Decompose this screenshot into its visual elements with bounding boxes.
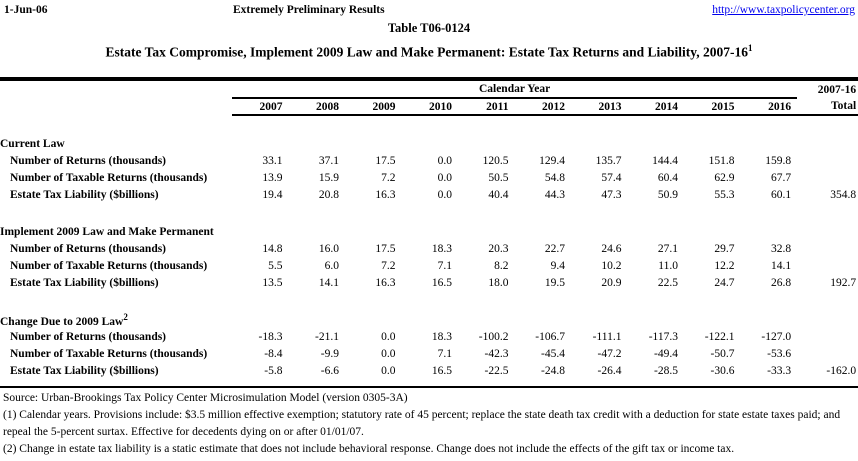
value-cell: 0.0 <box>437 154 452 167</box>
value-cell: 14.8 <box>262 242 283 255</box>
value-cell: 24.6 <box>601 242 622 255</box>
year-header: 2013 <box>571 98 628 115</box>
value-cell: 16.5 <box>431 276 452 289</box>
value-cell: -42.3 <box>484 347 509 360</box>
year-header: 2007 <box>232 98 289 115</box>
year-header: 2008 <box>289 98 346 115</box>
value-cell: 144.4 <box>652 154 678 167</box>
value-cell: 7.2 <box>381 259 396 272</box>
total-cell <box>797 240 858 257</box>
value-cell: 19.4 <box>262 188 283 201</box>
value-cell: 62.9 <box>714 171 735 184</box>
row-label: Estate Tax Liability ($billions) <box>10 188 159 201</box>
year-header: 2016 <box>741 98 798 115</box>
value-cell: -50.7 <box>710 347 735 360</box>
calendar-year-header: Calendar Year <box>232 81 797 98</box>
value-cell: -106.7 <box>535 330 565 343</box>
spacer-row <box>0 115 858 135</box>
value-cell: 27.1 <box>657 242 678 255</box>
value-cell: 44.3 <box>544 188 565 201</box>
years-header-row <box>0 98 858 115</box>
footnote-ref: 2 <box>123 311 128 322</box>
row-label: Estate Tax Liability ($billions) <box>10 364 159 377</box>
value-cell: 16.5 <box>431 364 452 377</box>
table-row <box>0 169 858 186</box>
total-cell <box>797 257 858 274</box>
section-title: Current Law <box>0 137 65 150</box>
value-cell: 33.1 <box>262 154 283 167</box>
value-cell: 22.5 <box>657 276 678 289</box>
table-row <box>0 257 858 274</box>
value-cell: 57.4 <box>601 171 622 184</box>
total-header-label: Total <box>797 98 858 115</box>
calendar-year-header-row <box>0 81 858 98</box>
preliminary-status: Extremely Preliminary Results <box>233 4 385 16</box>
value-cell: 60.1 <box>771 188 792 201</box>
value-cell: 12.2 <box>714 259 735 272</box>
row-label: Number of Returns (thousands) <box>10 154 167 167</box>
value-cell: -24.8 <box>541 364 565 377</box>
value-cell: -22.5 <box>484 364 509 377</box>
section-title: Change Due to 2009 Law$^2$ <box>0 311 128 328</box>
value-cell: 0.0 <box>381 364 396 377</box>
value-cell: 50.9 <box>657 188 678 201</box>
value-cell: 6.0 <box>324 259 339 272</box>
value-cell: -33.3 <box>767 364 792 377</box>
value-cell: 8.2 <box>494 259 509 272</box>
row-label: Number of Returns (thousands) <box>10 242 167 255</box>
year-header: 2009 <box>345 98 402 115</box>
value-cell: 17.5 <box>375 242 396 255</box>
value-cell: -47.2 <box>597 347 622 360</box>
value-cell: -127.0 <box>761 330 792 343</box>
table-row <box>0 345 858 362</box>
value-cell: 135.7 <box>595 154 622 167</box>
value-cell: 20.9 <box>601 276 622 289</box>
value-cell: 0.0 <box>437 171 452 184</box>
value-cell: 0.0 <box>381 347 396 360</box>
value-cell: 14.1 <box>318 276 339 289</box>
document-header <box>0 0 858 77</box>
value-cell: 29.7 <box>714 242 735 255</box>
report-date: 1-Jun-06 <box>4 4 48 16</box>
value-cell: -26.4 <box>597 364 622 377</box>
value-cell: 47.3 <box>601 188 622 201</box>
value-cell: 26.8 <box>771 276 792 289</box>
source-line: Source: Urban-Brookings Tax Policy Center Microsimulation Model (version 0305-3A) <box>3 392 408 404</box>
year-header: 2015 <box>684 98 741 115</box>
section-title: Implement 2009 Law and Make Permanent <box>0 225 214 238</box>
table-row <box>0 186 858 203</box>
value-cell: 54.8 <box>544 171 565 184</box>
table-row <box>0 274 858 291</box>
value-cell: -49.4 <box>654 347 678 360</box>
value-cell: 24.7 <box>714 276 735 289</box>
total-cell: -162.0 <box>826 364 857 377</box>
title-footnote-ref: 1 <box>748 43 753 53</box>
value-cell: -6.6 <box>320 364 339 377</box>
year-header: 2011 <box>458 98 515 115</box>
table-row <box>0 328 858 345</box>
value-cell: 20.3 <box>488 242 509 255</box>
spacer-row <box>0 203 858 223</box>
value-cell: 7.2 <box>381 171 396 184</box>
taxpolicycenter-link[interactable]: http://www.taxpolicycenter.org <box>712 4 855 16</box>
value-cell: 7.1 <box>437 347 452 360</box>
value-cell: 13.9 <box>262 171 283 184</box>
document-title-text: Estate Tax Compromise, Implement 2009 Law and Make Permanent: Estate Tax Returns and Liability, 2007-16 <box>105 44 749 60</box>
value-cell: -100.2 <box>478 330 509 343</box>
spacer-row <box>0 291 858 311</box>
value-cell: -9.9 <box>320 347 339 360</box>
value-cell: 16.0 <box>318 242 339 255</box>
section-header-row <box>0 223 858 240</box>
document-title <box>0 43 858 61</box>
value-cell: 37.1 <box>318 154 339 167</box>
label-column-spacer <box>0 81 232 98</box>
value-cell: -53.6 <box>767 347 792 360</box>
value-cell: 0.0 <box>437 188 452 201</box>
row-label: Estate Tax Liability ($billions) <box>10 276 159 289</box>
value-cell: 151.8 <box>708 154 735 167</box>
value-cell: 13.5 <box>262 276 283 289</box>
row-label: Number of Taxable Returns (thousands) <box>10 259 208 272</box>
section-header-row <box>0 311 858 328</box>
value-cell: 120.5 <box>482 154 509 167</box>
total-cell: 192.7 <box>830 276 857 289</box>
value-cell: 67.7 <box>771 171 792 184</box>
value-cell: 159.8 <box>765 154 792 167</box>
value-cell: -117.3 <box>648 330 678 343</box>
value-cell: 17.5 <box>375 154 396 167</box>
value-cell: -122.1 <box>704 330 735 343</box>
total-cell <box>797 345 858 362</box>
value-cell: 50.5 <box>488 171 509 184</box>
row-label: Number of Returns (thousands) <box>10 330 167 343</box>
value-cell: -5.8 <box>264 364 283 377</box>
footnote-line: (2) Change in estate tax liability is a static estimate that does not include behavioral response. Change does not include the effects of the gift tax or income tax. <box>3 443 735 455</box>
year-header: 2012 <box>515 98 572 115</box>
value-cell: 10.2 <box>601 259 622 272</box>
value-cell: 60.4 <box>657 171 678 184</box>
value-cell: -8.4 <box>264 347 283 360</box>
total-cell <box>797 152 858 169</box>
estate-tax-table <box>0 81 858 379</box>
value-cell: 0.0 <box>381 330 396 343</box>
value-cell: 11.0 <box>658 259 678 272</box>
value-cell: 18.3 <box>431 330 452 343</box>
total-cell <box>797 328 858 345</box>
value-cell: -111.1 <box>592 330 622 343</box>
value-cell: 18.0 <box>488 276 509 289</box>
value-cell: 16.3 <box>375 188 396 201</box>
value-cell: -28.5 <box>654 364 678 377</box>
value-cell: 40.4 <box>488 188 509 201</box>
value-cell: 129.4 <box>539 154 565 167</box>
value-cell: -45.4 <box>541 347 565 360</box>
value-cell: 9.4 <box>550 259 565 272</box>
value-cell: 18.3 <box>431 242 452 255</box>
value-cell: 16.3 <box>375 276 396 289</box>
table-number: Table T06-0124 <box>387 21 471 35</box>
table-row <box>0 240 858 257</box>
footnote-line: (1) Calendar years. Provisions include: $3.5 million effective exemption; statutory rate of 45 percent; replace the state death tax credit with a deduction for state estate taxes paid; and repeal the 5-percent surtax. Effective for decedents dying on or after 01/01/07. <box>3 409 841 438</box>
section-header-row <box>0 135 858 152</box>
value-cell: -30.6 <box>710 364 735 377</box>
total-header-range: 2007-16 <box>817 83 857 96</box>
value-cell: 5.5 <box>268 259 283 272</box>
value-cell: 55.3 <box>714 188 735 201</box>
value-cell: 7.1 <box>437 259 452 272</box>
value-cell: 32.8 <box>771 242 792 255</box>
total-cell: 354.8 <box>830 188 857 201</box>
year-header: 2010 <box>402 98 459 115</box>
footnotes <box>0 388 858 458</box>
value-cell: 15.9 <box>318 171 339 184</box>
total-cell <box>797 169 858 186</box>
row-label: Number of Taxable Returns (thousands) <box>10 171 208 184</box>
label-column-spacer <box>0 98 232 115</box>
year-header: 2014 <box>628 98 685 115</box>
table-row <box>0 362 858 379</box>
value-cell: 20.8 <box>318 188 339 201</box>
value-cell: 22.7 <box>544 242 565 255</box>
value-cell: 19.5 <box>544 276 565 289</box>
value-cell: -18.3 <box>258 330 283 343</box>
table-row <box>0 152 858 169</box>
value-cell: 14.1 <box>771 259 792 272</box>
row-label: Number of Taxable Returns (thousands) <box>10 347 208 360</box>
value-cell: -21.1 <box>315 330 339 343</box>
